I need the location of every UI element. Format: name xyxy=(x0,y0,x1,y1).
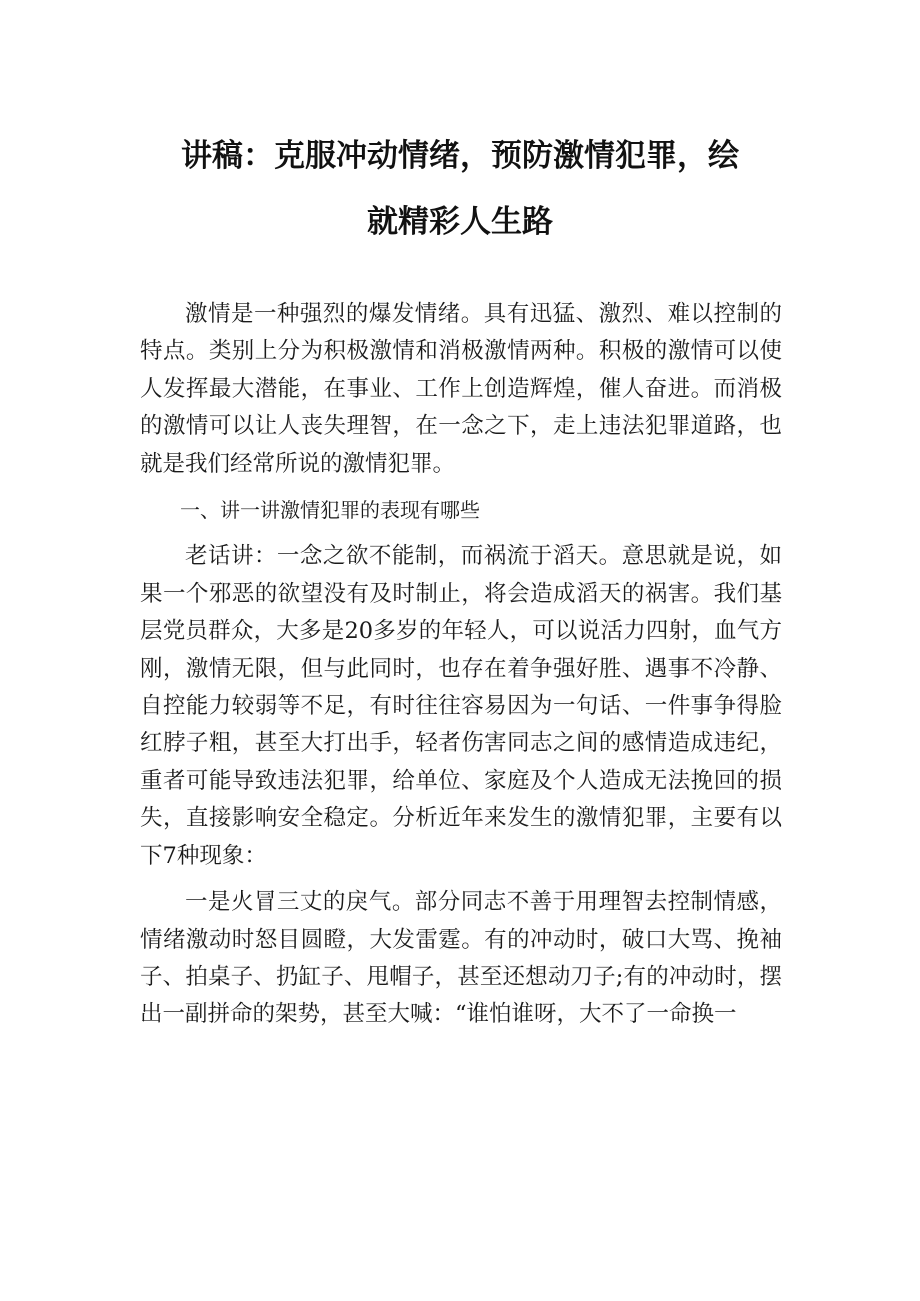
paragraph-overview: 老话讲：一念之欲不能制，而祸流于滔天。意思就是说，如果一个邪恶的欲望没有及时制止，将会造成滔天的祸害。我们基层党员群众，大多是20多岁的年轻人，可以说活力四射，血气方刚，激情无限，但与此同时，也存在着争强好胜、遇事不冷静、自控能力较弱等不足，有时往往容易因为一句话、一件事争得脸红脖子粗，甚至大打出手，轻者伤害同志之间的感情造成违纪，重者可能导致违法犯罪，给单位、家庭及个人造成无法挽回的损失，直接影响安全稳定。分析近年来发生的激情犯罪，主要有以下7种现象： xyxy=(140,543,782,869)
document-body xyxy=(140,296,782,1043)
paragraph-point-one: 一是火冒三丈的戾气。部分同志不善于用理智去控制情感，情绪激动时怒目圆瞪，大发雷霆。有的冲动时，破口大骂、挽袖子、拍桌子、扔缸子、甩帽子，甚至还想动刀子;有的冲动时，摆出一副拼命的架势，甚至大喊：“谁怕谁呀，大不了一命换一 xyxy=(140,889,782,1028)
document-title-line-2: 就精彩人生路 xyxy=(367,204,553,240)
paragraph-intro: 激情是一种强烈的爆发情绪。具有迅猛、激烈、难以控制的特点。类别上分为积极激情和消极激情两种。积极的激情可以使人发挥最大潜能，在事业、工作上创造辉煌，催人奋进。而消极的激情可以让人丧失理智，在一念之下，走上违法犯罪道路，也就是我们经常所说的激情犯罪。 xyxy=(140,301,782,477)
section-heading: 一、讲一讲激情犯罪的表现有哪些 xyxy=(180,498,480,523)
document-title-line-1: 讲稿：克服冲动情绪，预防激情犯罪，绘 xyxy=(181,138,739,174)
